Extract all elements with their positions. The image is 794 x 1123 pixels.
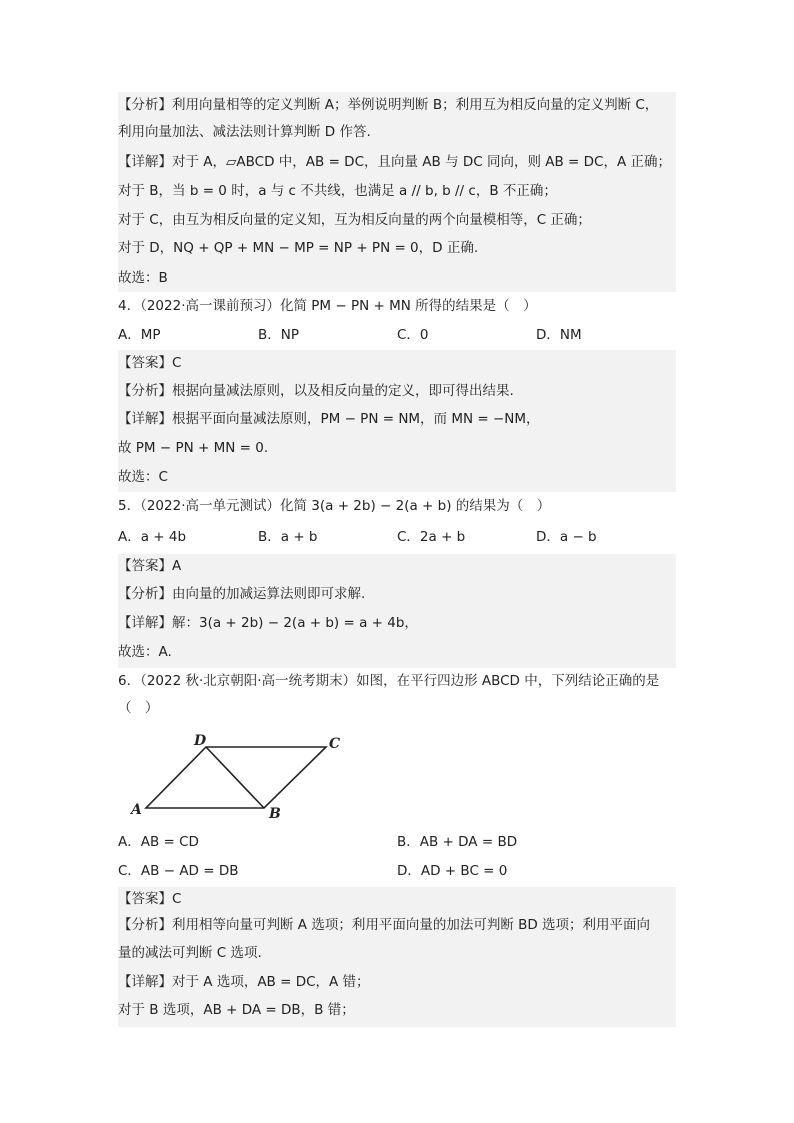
q4-option-b: B．NP	[258, 327, 300, 343]
q4-option-c: C．0	[397, 327, 429, 343]
vertex-label-c: C	[329, 736, 341, 752]
q5-stem: 5．（2022·高一单元测试）化简 3(a + 2b) − 2(a + b) 的结果为（ ）	[118, 498, 551, 514]
q6-option-c: C．AB − AD = DB	[118, 863, 239, 879]
q6-stem-cont: （ ）	[118, 700, 159, 716]
q4-answer: 【答案】C	[118, 355, 182, 371]
vertex-label-b: B	[269, 806, 281, 822]
q4-choice: 故选：C	[118, 469, 168, 485]
q6-detail-a: 【详解】对于 A 选项，AB = DC，A 错；	[118, 974, 370, 990]
q5-answer: 【答案】A	[118, 558, 182, 574]
q5-option-b: B．a + b	[258, 529, 318, 545]
q5-detail: 【详解】解：3(a + 2b) − 2(a + b) = a + 4b，	[118, 615, 418, 631]
q5-analysis: 【分析】由向量的加减运算法则即可求解.	[118, 586, 366, 602]
q6-answer: 【答案】C	[118, 891, 182, 907]
q6-stem: 6．（2022 秋·北京朝阳·高一统考期末）如图，在平行四边形 ABCD 中，下列结论正确的是	[118, 673, 660, 689]
q4-analysis: 【分析】根据向量减法原则，以及相反向量的定义，即可得出结果.	[118, 383, 514, 399]
q3-detail-c: 对于 C，由互为相反向量的定义知，互为相反向量的两个向量模相等，C 正确；	[118, 212, 591, 228]
q6-detail-b: 对于 B 选项，AB + DA = DB，B 错；	[118, 1002, 355, 1018]
q3-analysis: 【分析】利用向量相等的定义判断 A；举例说明判断 B；利用互为相反向量的定义判断 C，	[118, 97, 659, 113]
q4-option-d: D．NM	[536, 327, 582, 343]
q4-detail-1: 【详解】根据平面向量减法原则，PM − PN = NM，而 MN = −NM，	[118, 411, 540, 427]
q6-analysis: 【分析】利用相等向量可判断 A 选项；利用平面向量的加法可判断 BD 选项；利用平面向	[118, 917, 651, 933]
q6-option-b: B．AB + DA = BD	[397, 834, 518, 850]
q3-detail-a: 【详解】对于 A，▱ABCD 中，AB = DC，且向量 AB 与 DC 同向，则 AB = DC，A 正确；	[118, 154, 672, 170]
q6-option-a: A．AB = CD	[118, 834, 199, 850]
q3-analysis-cont: 利用向量加法、减法法则计算判断 D 作答.	[118, 124, 371, 140]
q5-option-d: D．a − b	[536, 529, 597, 545]
q4-detail-2: 故 PM − PN + MN = 0.	[118, 440, 269, 456]
q5-option-c: C．2a + b	[397, 529, 466, 545]
q4-option-a: A．MP	[118, 327, 161, 343]
parallelogram-figure	[118, 728, 358, 824]
q3-choice: 故选：B	[118, 270, 168, 286]
diagonal-db	[206, 747, 264, 808]
q5-option-a: A．a + 4b	[118, 529, 187, 545]
vertex-label-d: D	[194, 733, 207, 749]
q3-detail-b: 对于 B，当 b = 0 时，a 与 c 不共线，也满足 a // b, b // c，B 不正确；	[118, 183, 557, 199]
q4-stem: 4．（2022·高一课前预习）化简 PM − PN + MN 所得的结果是（ ）	[118, 298, 537, 314]
q6-option-d: D．AD + BC = 0	[397, 863, 508, 879]
q5-choice: 故选：A.	[118, 644, 172, 660]
q6-analysis-cont: 量的减法可判断 C 选项.	[118, 945, 262, 961]
vertex-label-a: A	[131, 802, 142, 818]
q3-detail-d: 对于 D，NQ + QP + MN − MP = NP + PN = 0，D 正确.	[118, 240, 479, 256]
